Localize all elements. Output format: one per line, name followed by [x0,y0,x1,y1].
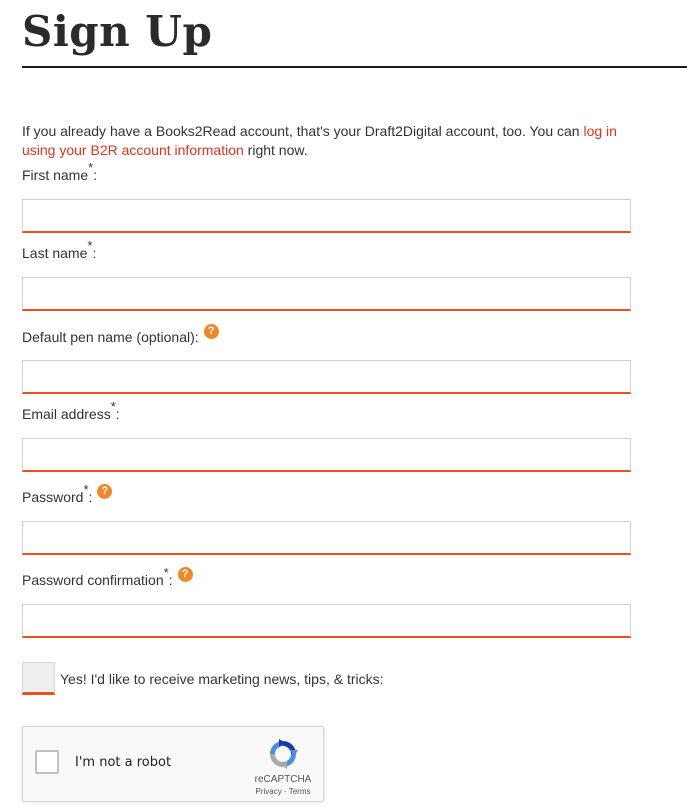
required-marker: * [88,160,94,175]
password-confirmation-label-text: Password confirmation [22,572,164,588]
question-circle-icon[interactable]: ? [178,567,193,582]
required-marker: * [110,399,116,414]
password-label [22,482,112,506]
label-colon: : [93,167,98,183]
recaptcha-widget [22,726,324,802]
recaptcha-brand: reCAPTCHA [254,774,312,785]
page-title: Sign Up [22,7,213,56]
intro-text-after: right now. [243,142,308,158]
pen-name-label [22,325,219,346]
last-name-input[interactable] [22,277,631,311]
title-divider [22,66,687,68]
password-label-text: Password [22,489,84,505]
email-label [22,399,120,423]
question-circle-icon[interactable]: ? [204,324,219,339]
email-input[interactable] [22,438,631,472]
first-name-label-text: First name [22,167,89,183]
recaptcha-privacy-terms-links[interactable]: Privacy - Terms [255,787,311,796]
intro-paragraph [22,122,642,160]
first-name-label [22,160,98,184]
last-name-label [22,238,97,262]
recaptcha-logo-icon [266,737,300,771]
last-name-label-text: Last name [22,245,88,261]
intro-text-before: If you already have a Books2Read account, that's your Draft2Digital account, too. You can [22,123,584,139]
password-input[interactable] [22,521,631,555]
marketing-checkbox-label: Yes! I'd like to receive marketing news, tips, & tricks: [60,671,384,687]
required-marker: * [87,238,93,253]
marketing-checkbox[interactable] [22,662,55,695]
required-marker: * [83,482,89,497]
recaptcha-label: I'm not a robot [75,755,172,770]
password-confirmation-input[interactable] [22,604,631,638]
recaptcha-checkbox[interactable] [35,750,59,774]
label-colon: : [88,489,93,505]
pen-name-input[interactable] [22,360,631,394]
label-colon: : [115,406,120,422]
label-colon: : [168,572,173,588]
b2r-login-link[interactable]: log in using your B2R account information [22,123,617,158]
label-colon: : [92,245,97,261]
question-circle-icon[interactable]: ? [97,484,112,499]
pen-name-label-text: Default pen name (optional): [22,329,199,345]
email-label-text: Email address [22,406,111,422]
password-confirmation-label [22,565,193,589]
first-name-input[interactable] [22,199,631,233]
required-marker: * [163,565,169,580]
